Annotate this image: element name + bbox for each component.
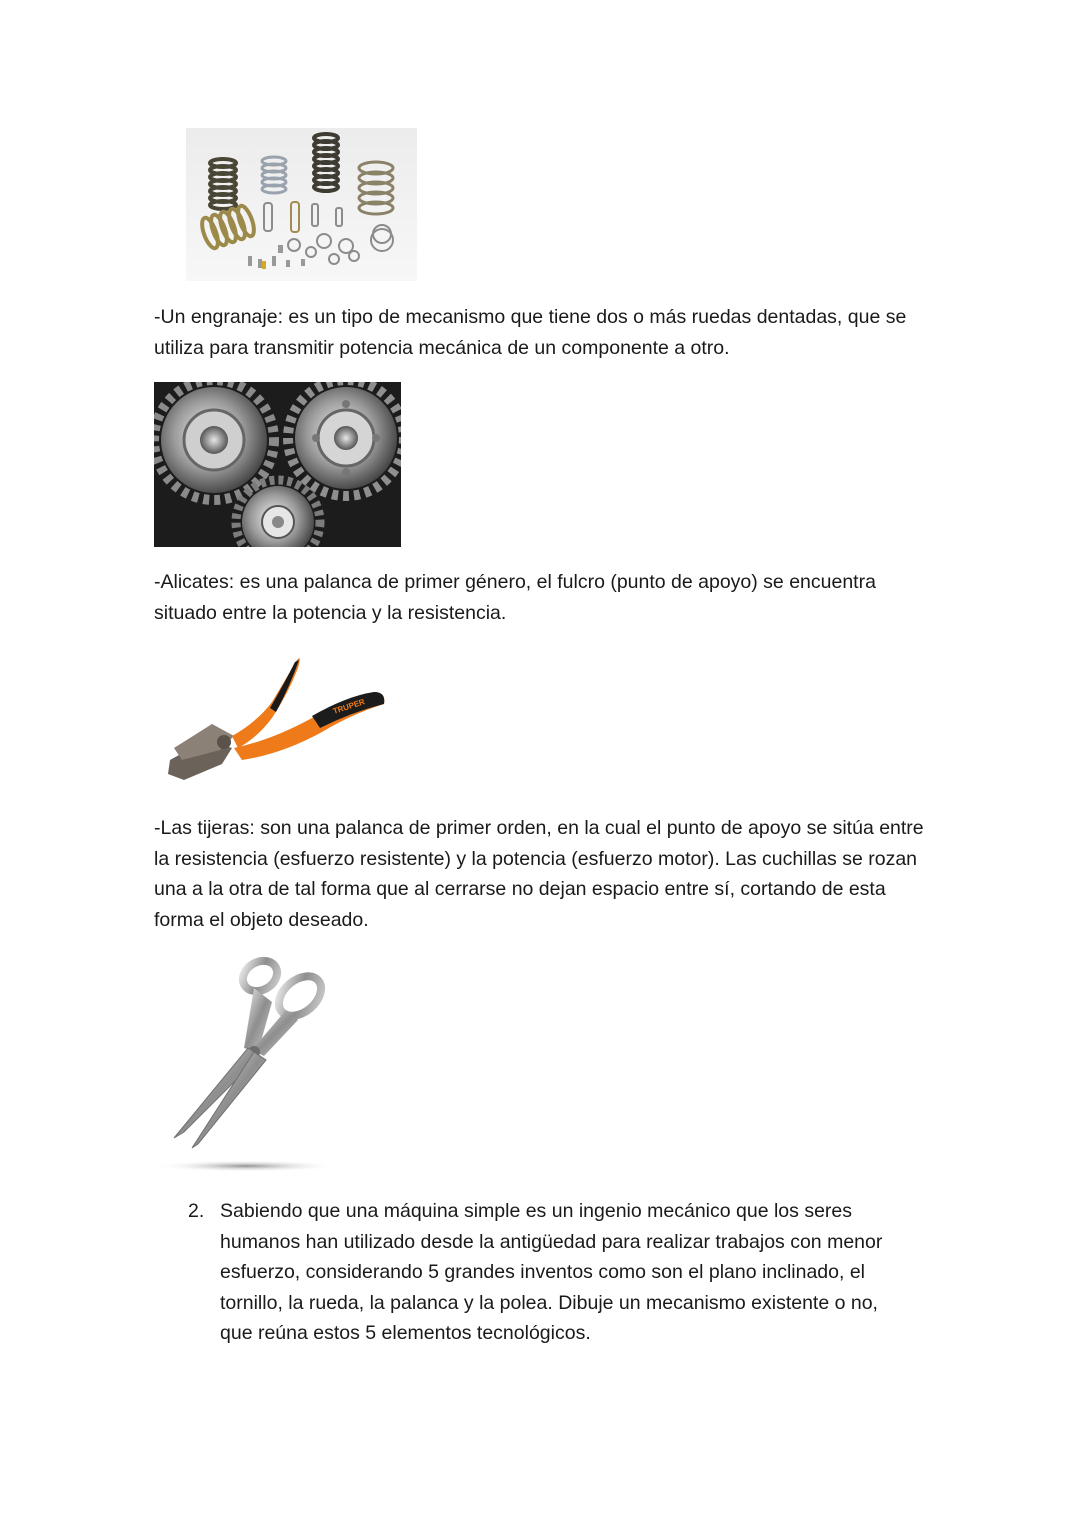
- question-text: Sabiendo que una máquina simple es un ingenio mecánico que los seres humanos han utilizado desde la antigüedad para realizar trabajos con menor esfuerzo, considerando 5 grandes inventos como son el plano inclinado, el tornillo, la rueda, la palanca y la polea. Dibuje un mecanismo existente o no, que reúna estos 5 elementos tecnológicos.: [220, 1200, 883, 1344]
- paragraph-alicates: -Alicates: es una palanca de primer género, el fulcro (punto de apoyo) se encuentra situado entre la potencia y la resistencia.: [154, 571, 876, 624]
- springs-image: [186, 128, 417, 281]
- paragraph-engranaje: -Un engranaje: es un tipo de mecanismo que tiene dos o más ruedas dentadas, que se utiliza para transmitir potencia mecánica de un componente a otro.: [154, 306, 907, 359]
- pliers-brand-label: TRUPER: [331, 697, 366, 716]
- paragraph-tijeras: -Las tijeras: son una palanca de primer orden, en la cual el punto de apoyo se sitúa entre la resistencia (esfuerzo resistente) y la potencia (esfuerzo motor). Las cuchillas se rozan una a la otra de tal forma que al cerrarse no dejan espacio entre sí, cortando de esta forma el objeto deseado.: [154, 817, 924, 931]
- pliers-image: [162, 652, 388, 786]
- scissors-image: [154, 952, 340, 1176]
- question-number: 2.: [188, 1200, 205, 1222]
- gears-image: [154, 382, 401, 547]
